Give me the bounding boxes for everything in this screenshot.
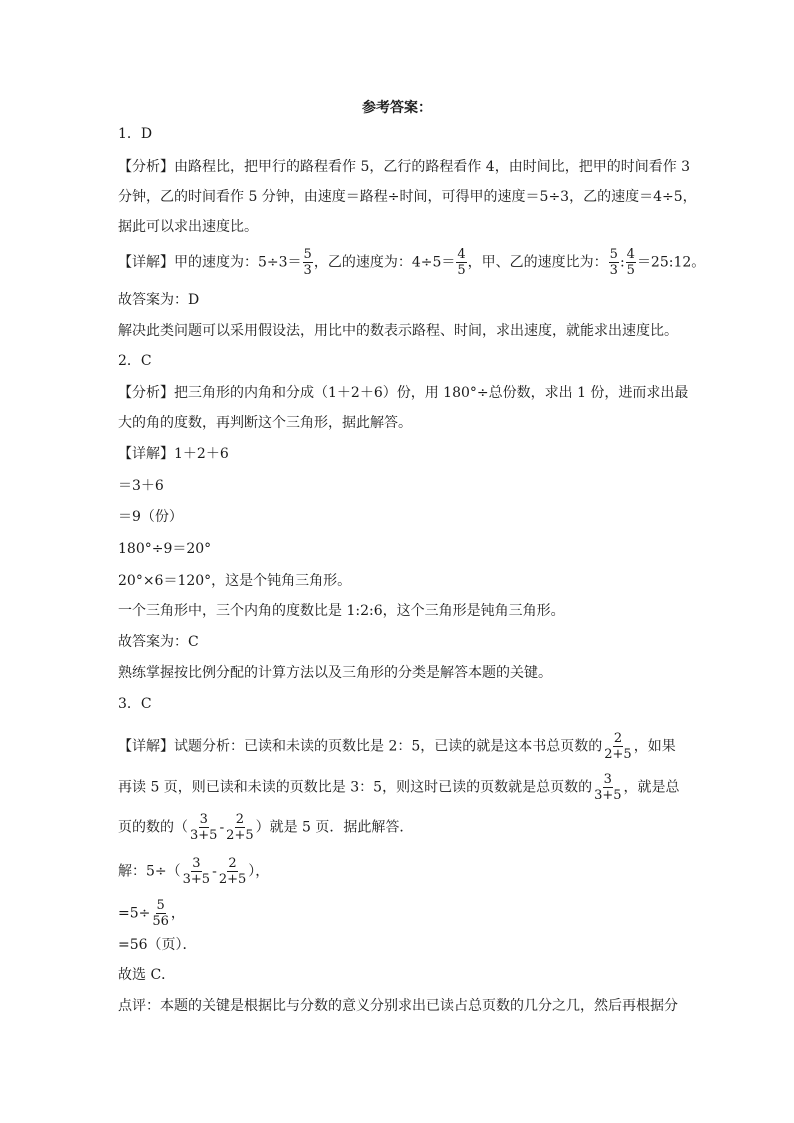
q1-detail-part-a: 【详解】甲的速度为：5÷3＝	[118, 254, 302, 271]
minus-sign-2: -	[212, 863, 217, 880]
q2-analysis-line-2: 大的角的度数，再判断这个三角形，据此解答。	[118, 415, 412, 431]
q1-note: 解决此类问题可以采用假设法，用比中的数表示路程、时间，求出速度，就能求出速度比。	[118, 323, 678, 339]
q3-line-1-part-a: 【详解】试题分析：已读和未读的页数比是 2：5，已读的就是这本书总页数的	[118, 738, 603, 755]
fraction-3-over-3-plus-5: $\frac{3}{3+5}$	[594, 772, 622, 803]
fraction-3-over-3-plus-5-c: $\frac{3}{3+5}$	[182, 856, 211, 887]
fraction-2-over-2-plus-5-b: $\frac{2}{2+5}$	[226, 812, 254, 843]
q2-detail-line-3: ＝9（份）	[118, 509, 183, 525]
q3-line-1-part-b: ，如果	[633, 738, 676, 755]
q3-line-2-part-b: ，就是总	[623, 779, 680, 796]
q1-analysis-line-3: 据此可以求出速度比。	[118, 219, 258, 235]
q3-solution-1-part-a: 解：5÷（	[118, 863, 181, 880]
q1-detail-part-b: ，乙的速度为：4÷5＝	[313, 254, 456, 271]
q2-detail-line-4: 180°÷9＝20°	[118, 541, 212, 557]
q3-number: 3．C	[118, 696, 152, 712]
q2-detail-line-6: 一个三角形中，三个内角的度数比是 1:2:6，这个三角形是钝角三角形。	[118, 603, 565, 619]
q2-detail-line-5: 20°×6＝120°，这是个钝角三角形。	[118, 573, 352, 589]
fraction-5-56: $\frac{5}{56}$	[152, 898, 169, 929]
q2-answer: 故答案为：C	[118, 634, 199, 650]
q3-line-2-part-a: 再读 5 页，则已读和未读的页数比是 3：5，则这时已读的页数就是总页数的	[118, 779, 593, 796]
minus-sign: -	[219, 819, 225, 836]
q1-detail-part-c: ，甲、乙的速度比为：	[467, 254, 608, 271]
page-title: 参考答案：	[362, 100, 432, 116]
q3-detail-line-1	[118, 731, 676, 762]
q1-analysis-line-2: 分钟，乙的时间看作 5 分钟，由速度＝路程÷时间，可得甲的速度＝5÷3，乙的速度＝4÷5，	[118, 189, 697, 205]
fraction-4-5-ratio: $\frac{4}{5}$	[626, 247, 635, 278]
q2-number: 2．C	[118, 353, 152, 369]
q3-solution-2-part-a: =5÷	[118, 905, 151, 922]
fraction-5-3: $\frac{5}{3}$	[303, 247, 312, 278]
q3-solution-line-3: =56（页）．	[118, 937, 197, 953]
q3-line-3-part-a: 页的数的（	[118, 819, 188, 836]
q2-note: 熟练掌握按比例分配的计算方法以及三角形的分类是解答本题的关键。	[118, 665, 552, 681]
ratio-colon: :	[619, 254, 625, 271]
fraction-2-over-2-plus-5: $\frac{2}{2+5}$	[604, 731, 632, 762]
q3-solution-1-part-b: ），	[248, 863, 270, 880]
q1-detail-line	[118, 247, 705, 278]
q3-solution-line-1	[118, 856, 269, 887]
q3-detail-line-2	[118, 772, 680, 803]
q2-detail-line-2: ＝3＋6	[118, 478, 164, 494]
q1-answer: 故答案为：D	[118, 292, 200, 308]
q2-detail-line-1: 【详解】1＋2＋6	[118, 446, 229, 462]
q3-comment: 点评：本题的关键是根据比与分数的意义分别求出已读占总页数的几分之几，然后再根据分	[118, 998, 678, 1014]
q1-analysis-line-1: 【分析】由路程比，把甲行的路程看作 5，乙行的路程看作 4，由时间比，把甲的时间看作 3	[118, 159, 691, 175]
fraction-4-5: $\frac{4}{5}$	[457, 247, 466, 278]
fraction-3-over-3-plus-5-b: $\frac{3}{3+5}$	[190, 812, 218, 843]
q3-line-3-part-b: ）就是 5 页．据此解答．	[255, 819, 414, 836]
fraction-5-3-ratio: $\frac{5}{3}$	[609, 247, 618, 278]
q3-solution-line-2	[118, 898, 185, 929]
q1-detail-part-d: ＝25:12。	[636, 254, 706, 271]
q3-answer: 故选 C．	[118, 967, 176, 983]
fraction-2-over-2-plus-5-c: $\frac{2}{2+5}$	[218, 856, 247, 887]
q3-solution-2-part-b: ，	[170, 905, 185, 922]
q3-detail-line-3	[118, 812, 413, 843]
q2-analysis-line-1: 【分析】把三角形的内角和分成（1＋2＋6）份，用 180°÷总份数，求出 1 份，进而求出最	[118, 385, 689, 401]
q1-number: 1．D	[118, 126, 153, 142]
